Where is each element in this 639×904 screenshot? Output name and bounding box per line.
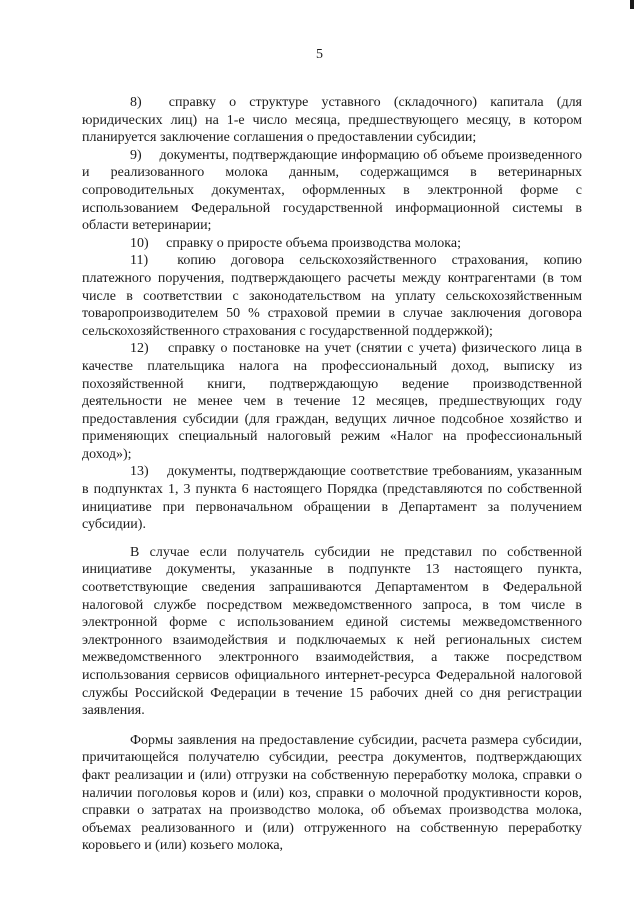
document-body	[82, 94, 582, 855]
list-item-8: 8) справку о структуре уставного (складочного) капитала (для юридических лиц) на 1-е число месяца, предшествующего месяцу, в котором планируется заключение соглашения о предоставлении субсидии;	[82, 95, 582, 146]
paragraph-interagency-request: В случае если получатель субсидии не представил по собственной инициативе документы, указанные в подпункте 13 настоящего пункта, соответствующие сведения запрашиваются Департаментом в Федеральной налоговой службе посредством межведомственного запроса, в том числе в электронной форме с использованием единой системы межведомственного электронного взаимодействия и подключаемых к ней региональных систем межведомственного электронного взаимодействия, а также посредством использования сервисов официального интернет-ресурса Федеральной налоговой службы Российской Федерации в течение 15 рабочих дней со дня регистрации заявления.	[82, 544, 582, 719]
list-item-10: 10) справку о приросте объема производства молока;	[130, 235, 461, 251]
list-item-13: 13) документы, подтверждающие соответствие требованиям, указанным в подпунктах 1, 3 пункта 6 настоящего Порядка (представляются по собственной инициативе при первоначальном обращении в Департамент за получением субсидии).	[82, 464, 582, 533]
list-item-11: 11) копию договора сельскохозяйственного страхования, копию платежного поручения, подтверждающего расчеты между контрагентами (в том числе в соответствии с законодательством на уплату сельскохозяйственным товаропроизводителем 50 % страховой премии в случае заключения договора сельскохозяйственного страхования с государственной поддержкой);	[82, 253, 582, 339]
scan-artifact-mark	[630, 0, 634, 9]
paragraph-forms: Формы заявления на предоставление субсидии, расчета размера субсидии, причитающейся получателю субсидии, реестра документов, подтверждающих факт реализации и (или) отгрузки на собственную переработку молока, справки о наличии поголовья коров и (или) коз, справки о молочной продуктивности коров, справки о затратах на производство молока, об объемах производства молока, объемах реализованного и (или) отгруженного на собственную переработку коровьего и (или) козьего молока,	[82, 732, 582, 854]
page-number: 5	[316, 47, 323, 62]
list-item-9: 9) документы, подтверждающие информацию об объеме произведенного и реализованного молока данным, содержащимся в ветеринарных сопроводительных документах, оформленных в электронной форме с использованием Федеральной государственной информационной системы в области ветеринарии;	[82, 147, 582, 234]
list-item-12: 12) справку о постановке на учет (снятии с учета) физического лица в качестве плательщика налога на профессиональный доход, выписку из похозяйственной книги, подтверждающую ведение производственной деятельности не менее чем в течение 12 месяцев, предшествующих году предоставления субсидии (для граждан, ведущих личное подсобное хозяйство и применяющих специальный налоговый режим «Налог на профессиональный доход»);	[82, 341, 582, 462]
